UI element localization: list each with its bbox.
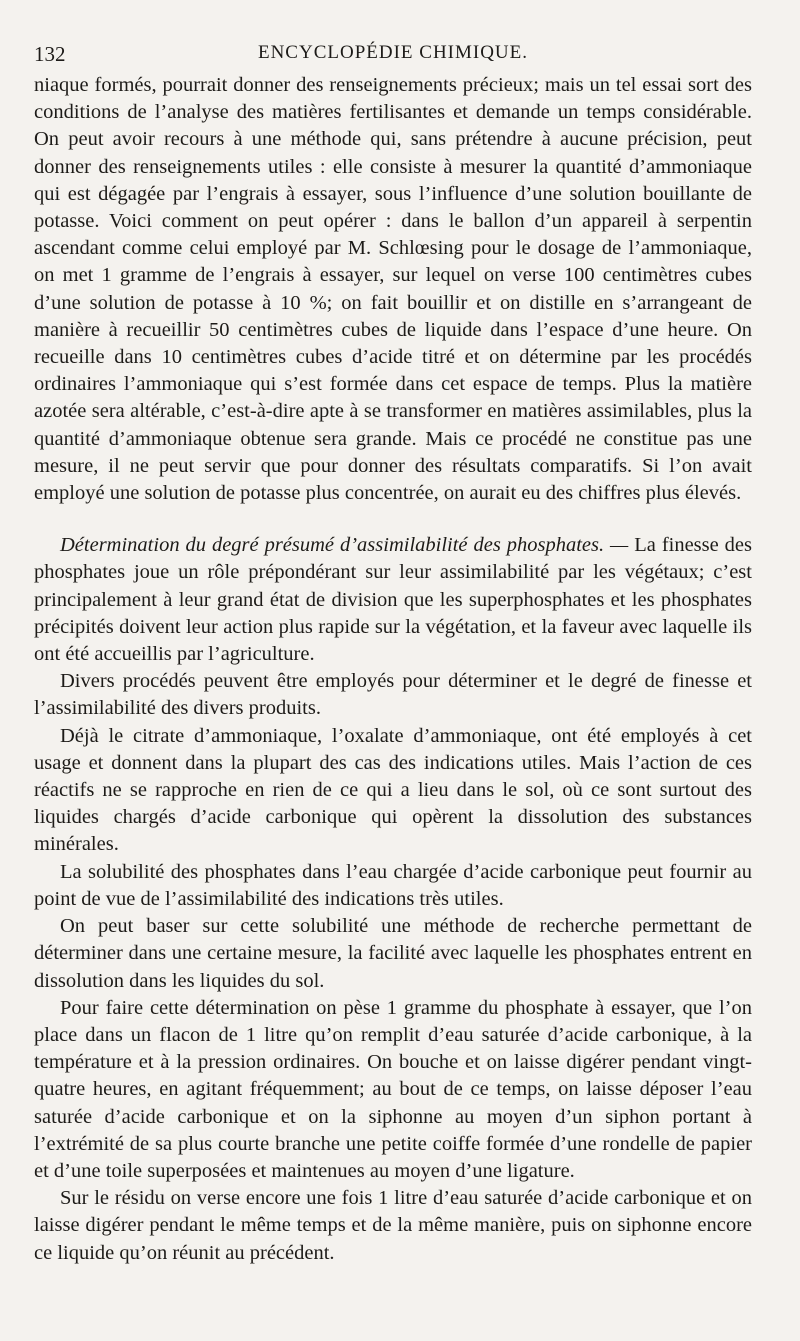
paragraph: Sur le résidu on verse encore une fois 1 litre d’eau saturée d’acide carbonique et on laisse digérer pendant le même temps et de la même manière, puis on siphonne encore ce liquide qu’on réunit au précédent.: [34, 1187, 752, 1264]
paragraph: Déjà le citrate d’ammoniaque, l’oxalate d’ammoniaque, ont été employés à cet usage et donnent dans la plupart des cas des indications utiles. Mais l’action de ces réactifs ne se rapproche en rien de ce qui a lieu dans le sol, où ce sont surtout des liquides chargés d’acide carbonique qui opèrent la dissolution des substances minérales.: [34, 724, 752, 856]
page-number: 132: [34, 42, 66, 66]
page-header: [34, 40, 752, 70]
paragraph: On peut baser sur cette solubilité une méthode de recherche permettant de déterminer dans une certaine mesure, la facilité avec laquelle les phosphates entrent en dissolution dans les liquides du sol.: [34, 915, 752, 992]
paragraph: Divers procédés peuvent être employés pour déterminer et le degré de finesse et l’assimilabilité des divers produits.: [34, 670, 752, 720]
page-body: [34, 72, 752, 1267]
paragraph: Pour faire cette détermination on pèse 1 gramme du phosphate à essayer, que l’on place dans un flacon de 1 litre qu’on remplit d’eau saturée d’acide carbonique, à la température et à la pression ordinaires. On bouche et on laisse digérer pendant vingt-quatre heures, en agitant fréquemment; au bout de ce temps, on laisse déposer l’eau saturée d’acide carbonique et on la siphonne au moyen d’un siphon portant à l’extrémité de sa plus courte branche une petite coiffe formée d’une rondelle de papier et d’une toile superposées et maintenues au moyen d’une ligature.: [34, 996, 752, 1182]
running-title: ENCYCLOPÉDIE CHIMIQUE.: [257, 42, 529, 63]
section-heading: Détermination du degré présumé d’assimilabilité des phosphates. —: [60, 534, 629, 557]
paragraph: niaque formés, pourrait donner des renseignements précieux; mais un tel essai sort des conditions de l’analyse des matières fertilisantes et demande un temps considérable. On peut avoir recours à une méthode qui, sans prétendre à aucune précision, peut donner des renseignements utiles : elle consiste à mesurer la quantité d’ammoniaque qui est dégagée par l’engrais à essayer, sous l’influence d’une solution bouillante de potasse. Voici comment on peut opérer : dans le ballon d’un appareil à serpentin ascendant comme celui employé par M. Schlœsing pour le dosage de l’ammoniaque, on met 1 gramme de l’engrais à essayer, sur lequel on verse 100 centimètres cubes d’une solution de potasse à 10 %; on fait bouillir et on distille en s’arrangeant de manière à recueillir 50 centimètres cubes de liquide dans l’espace d’une heure. On recueille dans 10 centimètres cubes d’acide titré et on détermine par les procédés ordinaires l’ammoniaque qui s’est formée dans cet espace de temps. Plus la matière azotée sera altérable, c’est-à-dire apte à se transformer en matières assimilables, plus la quantité d’ammoniaque obtenue sera grande. Mais ce procédé ne constitue pas une mesure, il ne peut servir que pour donner des résultats comparatifs. Si l’on avait employé une solution de potasse plus concentrée, on aurait eu des chiffres plus élevés.: [34, 74, 752, 505]
section-paragraph: [34, 532, 752, 668]
paragraph: La finesse des phosphates joue un rôle prépondérant sur leur assimilabilité par les végétaux; c’est principalement à leur grand état de division que les superphosphates et les phosphates précipités doivent leur action plus rapide sur la végétation, et la faveur avec laquelle ils ont été accueillis par l’agriculture.: [34, 534, 753, 666]
paragraph: La solubilité des phosphates dans l’eau chargée d’acide carbonique peut fournir au point de vue de l’assimilabilité des indications très utiles.: [34, 860, 752, 910]
